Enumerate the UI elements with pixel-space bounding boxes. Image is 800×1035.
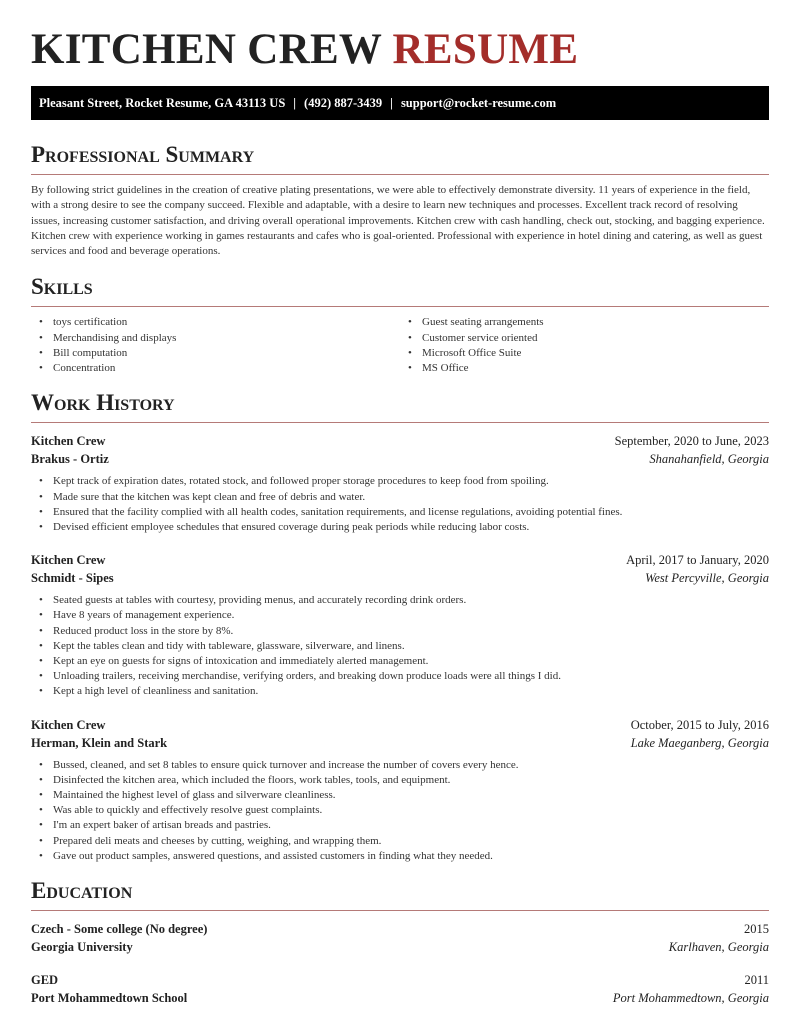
- job-bullets: [31, 593, 769, 699]
- summary-text: By following strict guidelines in the creation of creative plating presentations, we were able to effectively demonstrate diversity. 11 years of experience in the field, with a strong desire to see the company succeed. Flexible and adaptable, with a desire to learn new techniques and processes. Excellent track record of resolving issues, increasing customer satisfaction, and driving overall operational improvements. Kitchen crew with cash handling, check out, stocking, and bagging experience. Kitchen crew with experience working in games restaurants and cafes who is goal-oriented. Professional with experience in hotel dining and catering, as well as guest services and food and beverage operations.: [31, 184, 765, 258]
- school: Port Mohammedtown School: [31, 990, 188, 1005]
- skills-list-left: [31, 315, 400, 376]
- job-company: Schmidt - Sipes: [31, 571, 114, 586]
- list-item: • Guest seating arrangements: [400, 315, 769, 330]
- separator: |: [390, 95, 393, 110]
- list-item: • Seated guests at tables with courtesy, providing menus, and accurately recording drink orders.: [31, 593, 769, 608]
- list-item: • Maintained the highest level of glass and silverware cleanliness.: [31, 788, 769, 803]
- list-item: • MS Office: [400, 361, 769, 376]
- education-year: 2015: [744, 921, 769, 936]
- list-item: • Gave out product samples, answered questions, and assisted customers in finding what they needed.: [31, 849, 769, 864]
- job-location: West Percyville, Georgia: [645, 571, 769, 586]
- title-main: KITCHEN CREW: [31, 26, 382, 73]
- summary-section: [31, 142, 769, 259]
- degree: Czech - Some college (No degree): [31, 921, 208, 936]
- list-item: • I'm an expert baker of artisan breads and pastries.: [31, 818, 769, 833]
- separator: |: [293, 95, 297, 110]
- list-item: • Was able to quickly and effectively resolve guest complaints.: [31, 803, 769, 818]
- skills-section: [31, 274, 769, 376]
- list-item: • Have 8 years of management experience.: [31, 608, 769, 623]
- contact-bar: [31, 86, 769, 120]
- job-bullets: [31, 474, 769, 535]
- skills-list-right: [400, 315, 769, 376]
- job-entry: [31, 716, 769, 864]
- list-item: • Customer service oriented: [400, 331, 769, 346]
- education-year: 2011: [744, 972, 769, 987]
- list-item: • Reduced product loss in the store by 8%.: [31, 624, 769, 639]
- list-item: • Prepared deli meats and cheeses by cutting, weighing, and wrapping them.: [31, 834, 769, 849]
- list-item: • toys certification: [31, 315, 400, 330]
- list-item: • Bussed, cleaned, and set 8 tables to ensure quick turnover and increase the number of covers every hence.: [31, 758, 769, 773]
- list-item: • Concentration: [31, 361, 400, 376]
- education-entry: [31, 920, 769, 956]
- list-item: • Unloading trailers, receiving merchandise, verifying orders, and breaking down produce loads were all things I did.: [31, 669, 769, 684]
- title-accent: RESUME: [392, 26, 579, 73]
- job-dates: September, 2020 to June, 2023: [614, 434, 769, 449]
- contact-phone: (492) 887-3439: [304, 95, 383, 110]
- list-item: • Made sure that the kitchen was kept clean and free of debris and water.: [31, 490, 769, 505]
- list-item: • Microsoft Office Suite: [400, 346, 769, 361]
- list-item: • Devised efficient employee schedules that ensured coverage during peak periods while reducing labor costs.: [31, 520, 769, 535]
- job-title: Kitchen Crew: [31, 553, 106, 568]
- list-item: • Disinfected the kitchen area, which included the floors, work tables, tools, and equipment.: [31, 773, 769, 788]
- list-item: • Ensured that the facility complied with all health codes, sanitation requirements, and license regulations, avoiding potential fines.: [31, 505, 769, 520]
- section-heading: Professional Summary: [31, 142, 769, 175]
- list-item: • Kept a high level of cleanliness and sanitation.: [31, 684, 769, 699]
- degree: GED: [31, 972, 59, 987]
- section-heading: Work History: [31, 390, 769, 423]
- school: Georgia University: [31, 939, 133, 954]
- job-entry: [31, 432, 769, 535]
- list-item: • Bill computation: [31, 346, 400, 361]
- list-item: • Kept the tables clean and tidy with tableware, glassware, silverware, and linens.: [31, 639, 769, 654]
- list-item: • Kept track of expiration dates, rotated stock, and followed proper storage procedures to keep food from spoiling.: [31, 474, 769, 489]
- job-title: Kitchen Crew: [31, 717, 106, 732]
- resume-title: [31, 28, 769, 72]
- section-heading: Skills: [31, 274, 769, 307]
- job-dates: April, 2017 to January, 2020: [626, 553, 769, 568]
- section-heading: Education: [31, 878, 769, 911]
- job-company: Herman, Klein and Stark: [31, 735, 168, 750]
- contact-email: support@rocket-resume.com: [400, 95, 557, 110]
- job-title: Kitchen Crew: [31, 434, 106, 449]
- contact-address: Pleasant Street, Rocket Resume, GA 43113 US: [39, 95, 286, 110]
- work-history-section: [31, 390, 769, 864]
- job-entry: [31, 551, 769, 699]
- list-item: • Merchandising and displays: [31, 331, 400, 346]
- job-bullets: [31, 758, 769, 864]
- list-item: • Kept an eye on guests for signs of intoxication and immediately alerted management.: [31, 654, 769, 669]
- education-section: [31, 878, 769, 1007]
- job-company: Brakus - Ortiz: [31, 452, 109, 467]
- job-location: Shanahanfield, Georgia: [649, 452, 769, 467]
- job-location: Lake Maeganberg, Georgia: [630, 735, 769, 750]
- education-entry: [31, 971, 769, 1007]
- job-dates: October, 2015 to July, 2016: [630, 717, 769, 732]
- school-location: Port Mohammedtown, Georgia: [612, 990, 769, 1005]
- school-location: Karlhaven, Georgia: [668, 939, 769, 954]
